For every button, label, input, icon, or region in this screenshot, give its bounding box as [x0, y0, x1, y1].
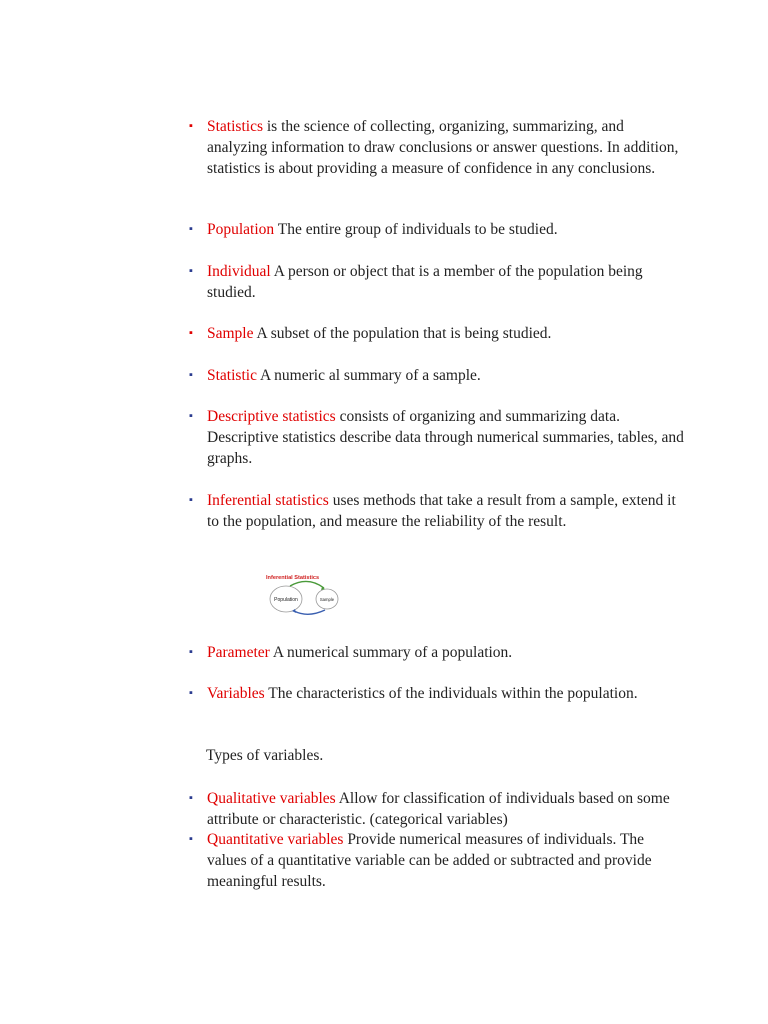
term-label: Parameter	[207, 644, 270, 661]
definition-qualitative-variables	[189, 788, 687, 830]
bullet-icon: ▪	[189, 646, 193, 658]
term-label: Variables	[207, 685, 265, 702]
definition-text: Allow for classification of individuals based on some attribute or characteristic. (categorical variables)	[207, 790, 670, 828]
bullet-icon: ▪	[189, 687, 193, 699]
types-of-variables-heading: Types of variables.	[206, 747, 324, 764]
definition-text: A subset of the population that is being studied.	[253, 325, 552, 342]
term-label: Qualitative variables	[207, 790, 336, 807]
bullet-icon: ▪	[189, 120, 193, 132]
definition-parameter	[189, 642, 687, 663]
sample-label: Sample	[319, 597, 335, 602]
bullet-icon: ▪	[189, 833, 193, 845]
bottom-arrow-icon	[294, 610, 325, 614]
term-label: Statistic	[207, 367, 257, 384]
definition-text: The entire group of individuals to be studied.	[274, 221, 558, 238]
bullet-icon: ▪	[189, 265, 193, 277]
inferential-statistics-diagram	[264, 572, 342, 618]
diagram-title: Inferential Statistics	[266, 575, 320, 581]
bullet-icon: ▪	[189, 494, 193, 506]
definition-text: A numeric al summary of a sample.	[256, 367, 481, 384]
bullet-icon: ▪	[189, 223, 193, 235]
definition-text: is the science of collecting, organizing, summarizing, and analyzing information to draw conclusions or answer questions. In addition, statistics is about providing a measure of confidence in any conclusions.	[207, 118, 679, 177]
definition-individual	[189, 261, 687, 303]
definition-descriptive-statistics	[189, 406, 687, 469]
term-label: Statistics	[207, 118, 263, 135]
term-label: Population	[207, 221, 275, 238]
term-label: Descriptive statistics	[207, 408, 336, 425]
definition-population	[189, 219, 687, 240]
bullet-icon: ▪	[189, 369, 193, 381]
definition-sample	[189, 323, 687, 344]
definition-text: A person or object that is a member of the population being studied.	[207, 263, 643, 301]
definition-text: Provide numerical measures of individuals. The values of a quantitative variable can be added or subtracted and provide meaningful results.	[207, 831, 652, 890]
definition-text: uses methods that take a result from a sample, extend it to the population, and measure the reliability of the result.	[207, 492, 676, 530]
term-label: Individual	[207, 263, 271, 280]
definition-statistics	[189, 116, 687, 179]
term-label: Inferential statistics	[207, 492, 329, 509]
definition-quantitative-variables	[189, 829, 687, 892]
top-arrow-icon	[290, 581, 324, 588]
definition-text: A numerical summary of a population.	[269, 644, 513, 661]
population-label: Population	[274, 597, 298, 603]
bullet-icon: ▪	[189, 327, 193, 339]
definition-statistic	[189, 365, 687, 386]
bullet-icon: ▪	[189, 792, 193, 804]
bullet-icon: ▪	[189, 410, 193, 422]
definition-inferential-statistics	[189, 490, 687, 532]
term-label: Sample	[207, 325, 254, 342]
definition-text: consists of organizing and summarizing data. Descriptive statistics describe data through numerical summaries, tables, and graphs.	[207, 408, 684, 467]
term-label: Quantitative variables	[207, 831, 344, 848]
definition-variables	[189, 683, 687, 704]
definition-text: The characteristics of the individuals within the population.	[264, 685, 638, 702]
